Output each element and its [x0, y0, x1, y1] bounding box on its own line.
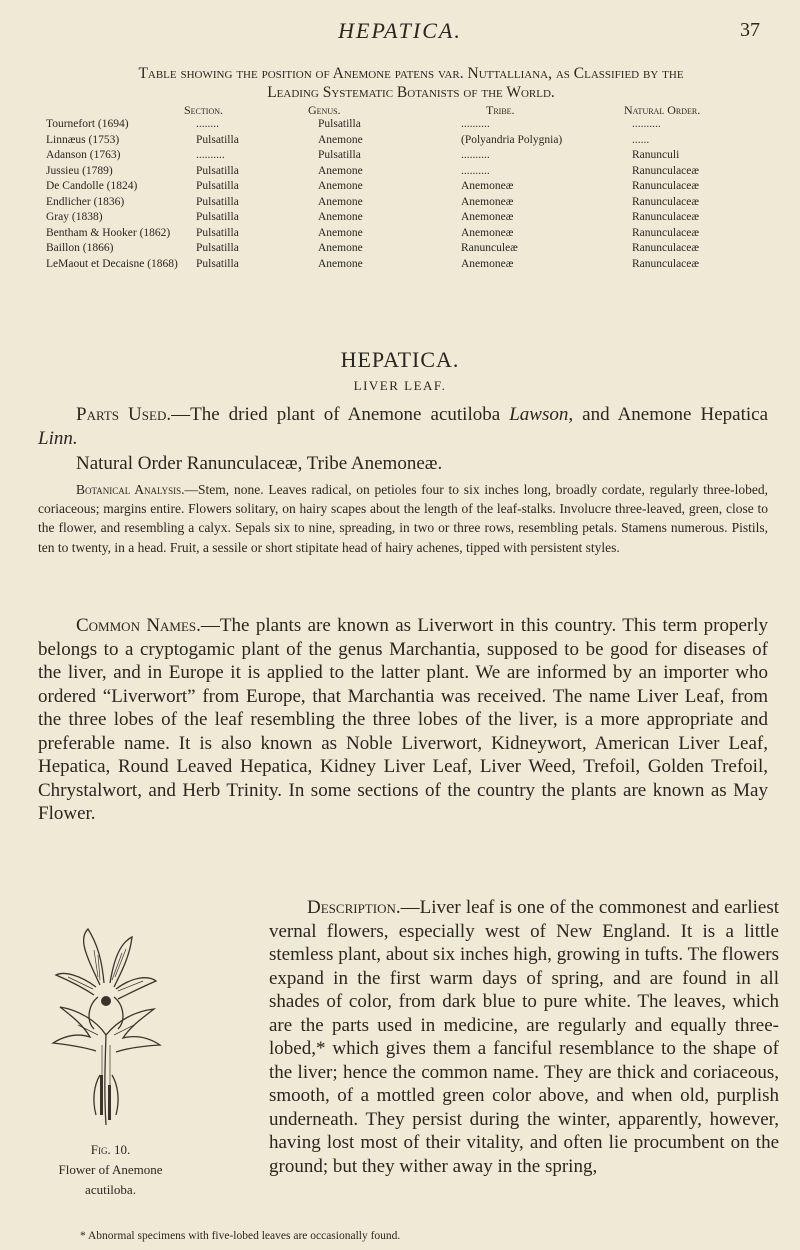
cell-genus: Anemone	[318, 257, 363, 270]
cell-section: ..........	[196, 149, 225, 161]
cell-natural-order: Ranunculaceæ	[632, 257, 700, 270]
table-row	[46, 149, 786, 165]
cell-botanist: Endlicher (1836)	[46, 195, 125, 208]
parts-used-author-a: Lawson,	[509, 404, 574, 425]
table-row	[46, 242, 786, 258]
table-row	[46, 211, 786, 227]
classification-table	[46, 103, 786, 273]
table-row	[46, 118, 786, 134]
header-section: Section.	[184, 103, 224, 117]
cell-natural-order: ......	[632, 133, 650, 146]
parts-used-paragraph	[38, 403, 768, 450]
botanical-analysis-text: —Stem, none. Leaves radical, on petioles four to six inches long, broadly cordate, regularly three-lobed, coriaceous; margins entire. Flowers solitary, on hairy scapes about the length of the leaf-stalks. Involucre three-leaved, green, close to the flower, and resembling a calyx. Sepals six to nine, spreading, in two or three rows, resembling petals. Stamens numerous. Pistils, ten to twenty, in a head. Fruit, a sessile or short stipitate head of hairy achenes, tipped with persistent styles.	[38, 482, 768, 555]
cell-natural-order: ..........	[632, 118, 661, 130]
header-tribe: Tribe.	[486, 103, 515, 117]
cell-genus: Pulsatilla	[318, 118, 361, 130]
parts-used-text-b: and Anemone Hepatica	[573, 404, 769, 425]
figure-caption-line-1: Flower of Anemone	[58, 1162, 163, 1177]
cell-tribe: (Polyandria Polygnia)	[461, 133, 563, 146]
table-row	[46, 180, 786, 196]
cell-natural-order: Ranunculaceæ	[632, 195, 700, 208]
cell-botanist: Adanson (1763)	[46, 149, 121, 161]
cell-botanist: LeMaout et Decaisne (1868)	[46, 257, 178, 270]
cell-tribe: Ranunculeæ	[461, 242, 518, 254]
cell-section: Pulsatilla	[196, 133, 239, 146]
cell-botanist: Baillon (1866)	[46, 242, 114, 254]
cell-botanist: Gray (1838)	[46, 211, 103, 223]
cell-section: Pulsatilla	[196, 195, 239, 208]
cell-tribe: Anemoneæ	[461, 195, 514, 208]
cell-botanist: De Candolle (1824)	[46, 180, 138, 192]
parts-used-author-b: Linn.	[38, 427, 78, 449]
parts-used-text-a: —The dried plant of Anemone acutiloba	[171, 404, 510, 425]
cell-natural-order: Ranunculi	[632, 149, 680, 161]
section-title: HEPATICA.	[340, 347, 460, 372]
figure-label: Fig. 10.	[90, 1142, 131, 1157]
cell-tribe: ..........	[461, 118, 490, 130]
botanical-analysis-label: Botanical Analysis.	[76, 482, 185, 497]
table-row	[46, 165, 786, 181]
figure-anemone-flower	[38, 925, 178, 1225]
cell-natural-order: Ranunculaceæ	[632, 180, 700, 192]
common-names-text: —The plants are known as Liverwort in this country. This term properly belongs to a cryptogamic plant of the genus Marchantia, supposed to be good for diseases of the liver, and in Europe it is applied to the latter plant. We are informed by an importer who ordered “Liverwort” from Europe, that Marchantia was received. The name Liver Leaf, from the three lobes of the leaf resembling the three lobes of the liver, is a more appropriate and preferable name. It is also known as Noble Liverwort, Kidneywort, American Liver Leaf, Hepatica, Round Leaved Hepatica, Kidney Liver Leaf, Liver Weed, Trefoil, Golden Trefoil, Chrystalwort, and Herb Trinity. In some sections of the country the plants are known as May Flower.	[38, 615, 769, 824]
cell-botanist: Jussieu (1789)	[46, 164, 113, 177]
figure-caption	[38, 1140, 183, 1200]
botanical-analysis-paragraph	[38, 480, 768, 557]
cell-section: Pulsatilla	[196, 257, 239, 270]
cell-genus: Anemone	[318, 226, 363, 239]
natural-order-paragraph	[38, 452, 768, 476]
page-number: 37	[740, 19, 760, 41]
cell-tribe: Anemoneæ	[461, 226, 514, 239]
cell-section: Pulsatilla	[196, 242, 239, 254]
cell-tribe: ..........	[461, 164, 490, 177]
common-names-paragraph	[38, 614, 768, 826]
table-caption-line-1: Table showing the position of Anemone patens var. Nuttalliana, as Classified by the	[138, 65, 684, 82]
table-header	[46, 103, 786, 118]
table-row	[46, 227, 786, 243]
cell-natural-order: Ranunculaceæ	[632, 164, 700, 177]
cell-section: ........	[196, 118, 219, 130]
cell-tribe: ..........	[461, 149, 490, 161]
natural-order-text: Natural Order Ranunculaceæ, Tribe Anemoneæ.	[76, 453, 443, 474]
cell-genus: Anemone	[318, 195, 363, 208]
cell-section: Pulsatilla	[196, 180, 239, 192]
common-names-label: Common Names.	[76, 615, 201, 636]
footnote: * Abnormal specimens with five-lobed leaves are occasionally found.	[80, 1230, 401, 1242]
parts-used-label: Parts Used.	[76, 404, 172, 425]
table-body	[46, 118, 786, 273]
cell-tribe: Anemoneæ	[461, 180, 514, 192]
table-row	[46, 134, 786, 150]
cell-genus: Anemone	[318, 133, 363, 146]
cell-section: Pulsatilla	[196, 211, 239, 223]
cell-section: Pulsatilla	[196, 164, 239, 177]
cell-natural-order: Ranunculaceæ	[632, 211, 700, 223]
anemone-flower-illustration	[38, 925, 173, 1135]
cell-genus: Anemone	[318, 242, 363, 254]
cell-genus: Anemone	[318, 211, 363, 223]
figure-caption-line-2: acutiloba.	[85, 1182, 136, 1197]
table-row	[46, 258, 786, 274]
cell-genus: Pulsatilla	[318, 149, 361, 161]
cell-tribe: Anemoneæ	[461, 211, 514, 223]
cell-genus: Anemone	[318, 180, 363, 192]
section-subtitle: LIVER LEAF.	[353, 378, 447, 393]
table-caption	[46, 64, 776, 102]
header-genus: Genus.	[308, 103, 341, 117]
table-row	[46, 196, 786, 212]
cell-natural-order: Ranunculaceæ	[632, 226, 700, 239]
cell-section: Pulsatilla	[196, 226, 239, 239]
running-title: HEPATICA.	[338, 18, 462, 43]
cell-botanist: Bentham & Hooker (1862)	[46, 226, 171, 239]
description-text: —Liver leaf is one of the commonest and earliest vernal flowers, especially west of New England. It is a little stemless plant, about six inches high, growing in tufts. The flowers expand in the first warm days of spring, and are found in all shades of color, from dark blue to pure white. The leaves, which are the parts used in medicine, are regularly and equally three-lobed,* which gives them a fanciful resemblance to the shape of the liver; hence the common name. They are thick and coriaceous, smooth, of a mottled green color above, and when old, purplish underneath. They persist during the winter, apparently, however, having lost most of their vitality, and often lie procumbent on the ground; but they wither away in the spring,	[269, 897, 779, 1177]
description-label: Description.	[307, 897, 401, 918]
header-natural-order: Natural Order.	[624, 103, 701, 117]
cell-botanist: Linnæus (1753)	[46, 133, 120, 146]
description-paragraph	[269, 896, 779, 1178]
cell-botanist: Tournefort (1694)	[46, 118, 129, 130]
cell-tribe: Anemoneæ	[461, 257, 514, 270]
table-caption-line-2: Leading Systematic Botanists of the World.	[267, 84, 555, 101]
cell-natural-order: Ranunculaceæ	[632, 242, 700, 254]
cell-genus: Anemone	[318, 164, 363, 177]
